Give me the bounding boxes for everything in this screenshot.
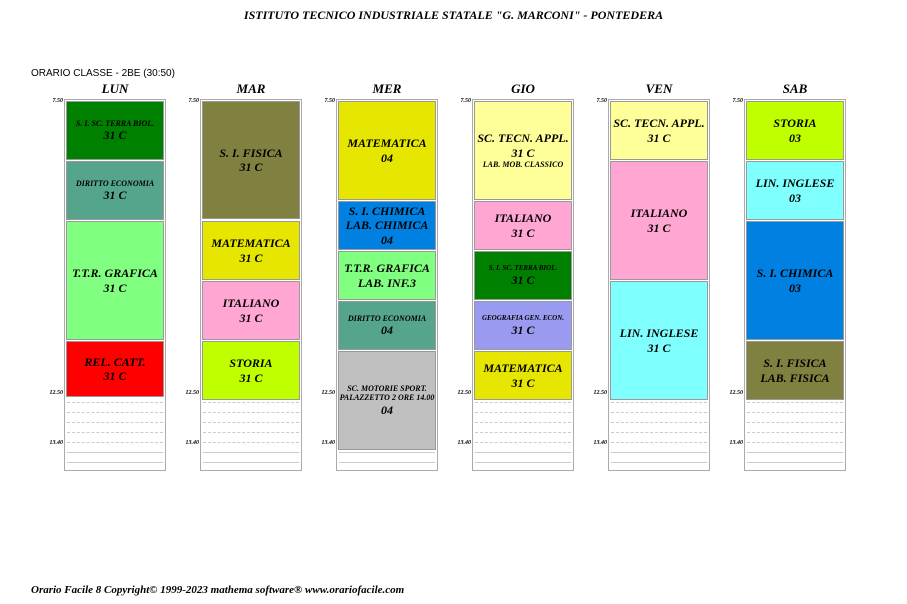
lesson-room: 04 [381, 323, 393, 338]
lesson-room: 31 C [239, 310, 263, 325]
grid-line [203, 402, 299, 403]
day-name: MER [372, 81, 402, 96]
lesson-room: 31 C [103, 369, 127, 383]
lesson-room: 03 [789, 280, 801, 295]
lesson-room: 31 C [647, 130, 671, 145]
lesson-subject: MATEMATICA [483, 361, 563, 376]
grid-line [611, 412, 707, 413]
grid-line [203, 432, 299, 433]
day-name: SAB [782, 81, 808, 96]
lesson-subject: LAB. CHIMICA [345, 218, 429, 233]
time-label-start: 7.50 [732, 98, 743, 104]
lesson-block[interactable] [746, 221, 844, 340]
time-label-start: 7.50 [460, 98, 471, 104]
grid-line [747, 452, 843, 453]
lesson-room: 31 C [511, 225, 535, 240]
lesson-room: 31 C [511, 375, 535, 390]
time-label-end: 13.40 [185, 440, 199, 446]
time-label-mid: 12.50 [729, 390, 743, 396]
lesson-block[interactable] [202, 221, 300, 280]
grid-line [611, 452, 707, 453]
school-title: ISTITUTO TECNICO INDUSTRIALE STATALE "G. MARCONI" - PONTEDERA [243, 8, 664, 22]
lesson-subject: S. I. CHIMICA [348, 203, 426, 218]
lesson-note: PALAZZETTO 2 ORE 14.00 [339, 393, 435, 403]
grid-line [203, 462, 299, 463]
grid-line [67, 452, 163, 453]
grid-line [475, 462, 571, 463]
grid-line [611, 432, 707, 433]
lesson-room: 31 C [239, 250, 263, 265]
lesson-subject: S. I. FISICA [219, 145, 283, 160]
lesson-block[interactable] [66, 101, 164, 160]
time-label-end: 13.40 [593, 440, 607, 446]
lesson-subject: REL. CATT. [84, 354, 146, 369]
lesson-room: 04 [381, 402, 393, 417]
lesson-subject: LAB. INF.3 [357, 275, 417, 290]
lesson-room: 31 C [103, 280, 127, 295]
lesson-room: 31 C [239, 370, 263, 385]
lesson-subject: ITALIANO [630, 206, 688, 221]
grid-line [475, 412, 571, 413]
time-label-start: 7.50 [324, 98, 335, 104]
grid-line [747, 442, 843, 443]
grid-line [203, 452, 299, 453]
time-label-start: 7.50 [596, 98, 607, 104]
lesson-room: 04 [381, 150, 393, 165]
class-label: ORARIO CLASSE - 2BE (30:50) [31, 68, 175, 79]
grid-line [339, 462, 435, 463]
time-label-mid: 12.50 [185, 390, 199, 396]
lesson-subject: DIRITTO ECONOMIA [347, 313, 427, 323]
lesson-room: 31 C [511, 322, 535, 337]
lesson-block[interactable] [610, 161, 708, 280]
day-name: GIO [511, 81, 535, 96]
lesson-subject: STORIA [773, 116, 817, 131]
grid-line [475, 422, 571, 423]
time-label-end: 13.40 [49, 440, 63, 446]
day-name: LUN [101, 81, 129, 96]
time-label-end: 13.40 [321, 440, 335, 446]
day-name: MAR [236, 81, 266, 96]
lesson-room: 31 C [103, 128, 127, 143]
time-label-start: 7.50 [52, 98, 63, 104]
lesson-room: 03 [789, 130, 801, 145]
lesson-block[interactable] [746, 161, 844, 220]
lesson-block[interactable] [746, 101, 844, 160]
grid-line [67, 402, 163, 403]
lesson-block[interactable] [202, 101, 300, 219]
lesson-room: 31 C [239, 160, 263, 174]
lesson-subject: ITALIANO [222, 296, 280, 311]
lesson-block[interactable] [474, 351, 572, 400]
lesson-subject: SC. TECN. APPL. [477, 131, 569, 146]
timetable-frame [457, 98, 574, 471]
grid-line [67, 442, 163, 443]
lesson-room: 31 C [511, 272, 535, 287]
timetable-frame [729, 98, 846, 471]
grid-line [611, 442, 707, 443]
lesson-subject: SC. MOTORIE SPORT. [347, 383, 427, 393]
grid-line [203, 412, 299, 413]
lesson-block[interactable] [610, 101, 708, 160]
lesson-subject: S. I. FISICA [763, 356, 827, 371]
lesson-room: 31 C [647, 340, 671, 355]
timetable-frame [593, 98, 710, 471]
grid-line [67, 412, 163, 413]
grid-line [475, 402, 571, 403]
lesson-block[interactable] [338, 351, 436, 450]
grid-line [339, 452, 435, 453]
lesson-block[interactable] [474, 251, 572, 300]
time-label-mid: 12.50 [321, 390, 335, 396]
lesson-subject: S. I. CHIMICA [756, 266, 834, 281]
grid-line [475, 432, 571, 433]
timetable-frame [185, 98, 302, 471]
lesson-block[interactable] [338, 201, 436, 250]
lesson-block[interactable] [66, 341, 164, 397]
time-label-mid: 12.50 [593, 390, 607, 396]
lesson-block[interactable] [66, 161, 164, 220]
lesson-block[interactable] [338, 301, 436, 350]
lesson-subject: S. I. SC. TERRA BIOL. [488, 264, 558, 273]
lesson-room: 03 [789, 190, 801, 205]
grid-line [747, 462, 843, 463]
lesson-subject: T.T.R. GRAFICA [72, 266, 158, 281]
time-label-mid: 12.50 [49, 390, 63, 396]
time-label-start: 7.50 [188, 98, 199, 104]
grid-line [747, 422, 843, 423]
lesson-subject: T.T.R. GRAFICA [344, 261, 430, 276]
lesson-room: 04 [381, 232, 393, 247]
lesson-subject: MATEMATICA [347, 136, 427, 151]
grid-line [67, 422, 163, 423]
lesson-block[interactable] [202, 281, 300, 340]
lesson-subject: S. I. SC. TERRA BIOL. [75, 118, 155, 128]
time-label-end: 13.40 [729, 440, 743, 446]
lesson-block[interactable] [474, 201, 572, 250]
footer-copyright: Orario Facile 8 Copyright© 1999-2023 mathema software® www.orariofacile.com [31, 584, 405, 596]
lesson-note: LAB. MOB. CLASSICO [482, 160, 564, 170]
grid-line [475, 452, 571, 453]
lesson-block[interactable] [66, 221, 164, 340]
lesson-room: 31 C [647, 220, 671, 235]
grid-line [203, 422, 299, 423]
time-label-mid: 12.50 [457, 390, 471, 396]
lesson-subject: DIRITTO ECONOMIA [75, 178, 155, 188]
grid-line [611, 422, 707, 423]
lesson-subject: SC. TECN. APPL. [613, 116, 705, 131]
lesson-room: 31 C [103, 188, 127, 203]
lesson-subject: MATEMATICA [211, 236, 291, 251]
grid-line [203, 442, 299, 443]
lesson-block[interactable] [338, 251, 436, 300]
lesson-block[interactable] [610, 281, 708, 400]
lesson-subject: GEOGRAFIA GEN. ECON. [481, 314, 565, 323]
grid-line [747, 412, 843, 413]
lesson-block[interactable] [474, 301, 572, 350]
timetable-frame [49, 98, 166, 471]
grid-line [611, 402, 707, 403]
timetable-frame [321, 98, 438, 471]
grid-line [475, 442, 571, 443]
grid-line [67, 432, 163, 433]
lesson-room: 31 C [511, 145, 535, 160]
lesson-subject: LAB. FISICA [760, 370, 830, 385]
grid-line [747, 432, 843, 433]
grid-line [67, 462, 163, 463]
lesson-subject: LIN. INGLESE [755, 176, 835, 191]
grid-line [747, 402, 843, 403]
day-name: VEN [645, 81, 673, 96]
lesson-block[interactable] [338, 101, 436, 200]
lesson-subject: LIN. INGLESE [619, 326, 699, 341]
lesson-block[interactable] [202, 341, 300, 400]
time-label-end: 13.40 [457, 440, 471, 446]
lesson-block[interactable] [746, 341, 844, 400]
grid-line [611, 462, 707, 463]
lesson-subject: STORIA [229, 356, 273, 371]
lesson-subject: ITALIANO [494, 211, 552, 226]
lesson-block[interactable] [474, 101, 572, 200]
